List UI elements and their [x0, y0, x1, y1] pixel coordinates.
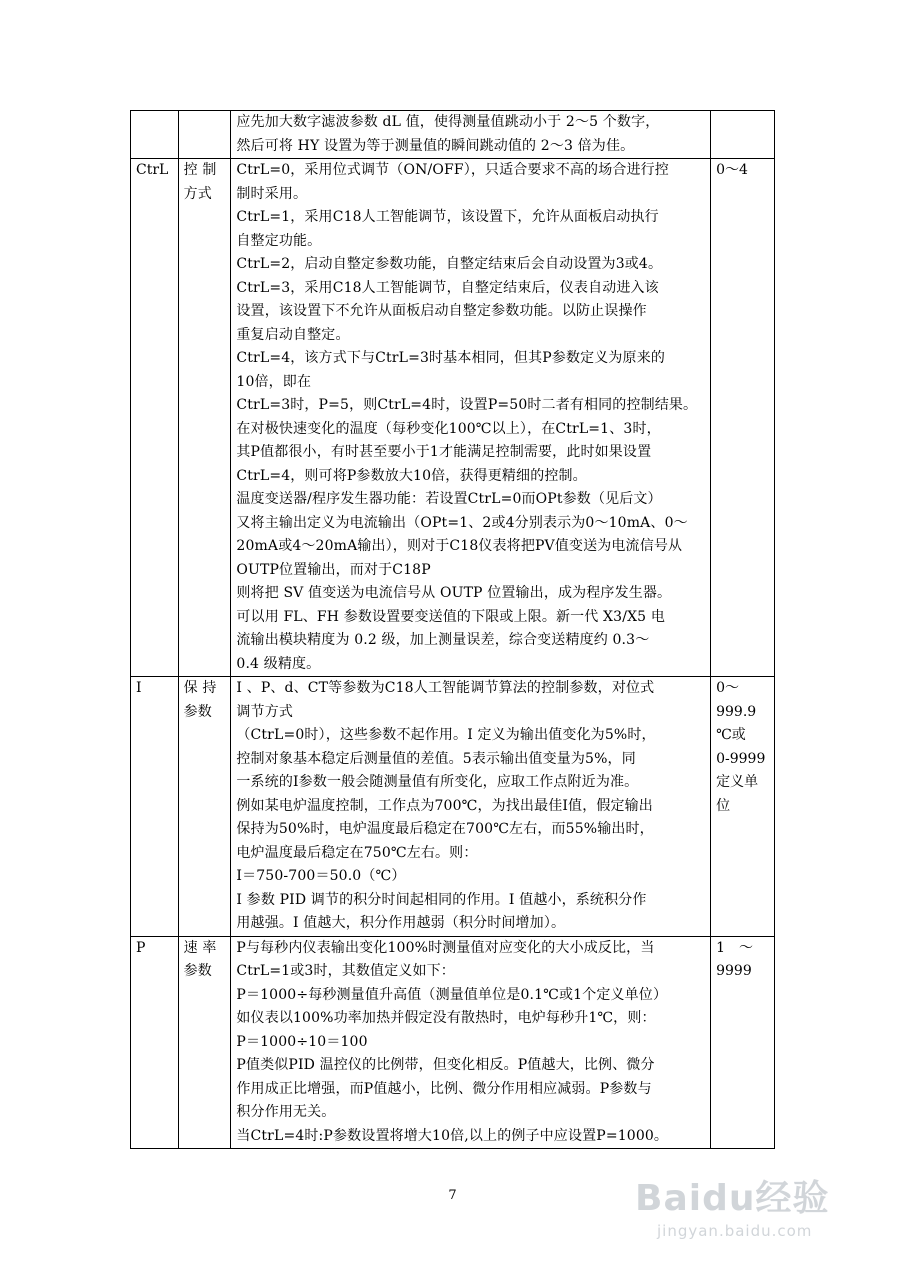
description-line: 温度变送器/程序发生器功能：若设置CtrL=0而OPt参数（见后文） — [236, 491, 662, 507]
param-code-cell: I — [131, 677, 179, 937]
description-line: 又将主输出定义为电流输出（OPt=1、2或4分别表示为0～10mA、0～ — [236, 514, 688, 531]
description-line: 可以用 FL、FH 参数设置要变送值的下限或上限。新一代 X3/X5 电 — [236, 608, 665, 625]
description-line: CtrL=4，则可将P参数放大10倍，获得更精细的控制。 — [236, 467, 587, 484]
description-line: 10倍，即在 — [236, 373, 312, 390]
param-range-cell — [711, 677, 775, 937]
param-name-cell — [178, 111, 231, 159]
description-line: 设置，该设置下不允许从面板启动自整定参数功能。以防止误操作 — [236, 303, 647, 319]
table-row — [131, 677, 775, 937]
description-line: 如仪表以100%功率加热并假定没有散热时，电炉每秒升1℃，则： — [236, 1010, 656, 1026]
description-line: 制时采用。 — [236, 185, 308, 202]
param-name-line: 速 率 — [183, 939, 217, 956]
param-description-cell — [231, 111, 711, 159]
description-line: 积分作用无关。 — [236, 1104, 336, 1120]
description-line: 调节方式 — [236, 703, 293, 720]
param-range-cell — [711, 111, 775, 159]
description-line: CtrL=3，采用C18人工智能调节，自整定结束后，仪表自动进入该 — [236, 279, 659, 296]
param-name-cell — [178, 936, 231, 1149]
range-line: 9999 — [716, 963, 752, 979]
parameter-table-body — [131, 111, 775, 1149]
description-line: P＝1000÷每秒测量值升高值（测量值单位是0.1℃或1个定义单位） — [236, 986, 668, 1003]
description-line: P值类似PID 温控仪的比例带，但变化相反。P值越大，比例、微分 — [236, 1057, 655, 1073]
description-line: CtrL=1或3时，其数值定义如下： — [236, 963, 455, 979]
description-line: CtrL=3时，P=5，则CtrL=4时，设置P=50时二者有相同的控制结果。 — [236, 397, 698, 413]
description-line: I 、P、d、CT等参数为C18人工智能调节算法的控制参数，对位式 — [236, 680, 655, 696]
param-name-line: 控 制 — [183, 162, 217, 178]
param-description-cell — [231, 677, 711, 937]
range-line: ℃或 — [716, 727, 746, 743]
range-line: 0～4 — [716, 162, 748, 178]
page-number: 7 — [448, 1188, 457, 1203]
description-line: 作用成正比增强，而P值越小，比例、微分作用相应减弱。P参数与 — [236, 1080, 652, 1097]
description-line: CtrL=0，采用位式调节（ON/OFF），只适合要求不高的场合进行控 — [236, 162, 669, 178]
param-description-cell — [231, 159, 711, 677]
description-line: OUTP位置输出，而对于C18P — [236, 561, 431, 578]
description-line: 然后可将 HY 设置为等于测量值的瞬间跳动值的 2～3 倍为佳。 — [236, 137, 635, 154]
description-line: 用越强。I 值越大，积分作用越弱（积分时间增加）。 — [236, 915, 566, 931]
description-line: 则将把 SV 值变送为电流信号从 OUTP 位置输出，成为程序发生器。 — [236, 585, 672, 601]
description-line: I 参数 PID 调节的积分时间起相同的作用。I 值越小，系统积分作 — [236, 891, 647, 908]
param-code-cell: P — [131, 936, 179, 1149]
description-line: 0.4 级精度。 — [236, 655, 321, 672]
description-line: 其P值都很小，有时甚至要小于1才能满足控制需要，此时如果设置 — [236, 444, 652, 460]
range-line: 位 — [716, 797, 731, 814]
description-line: 一系统的I参数一般会随测量值有所变化，应取工作点附近为准。 — [236, 774, 639, 790]
range-line: 0-9999 — [716, 750, 766, 767]
param-code-cell: CtrL — [131, 159, 179, 677]
param-code-cell — [131, 111, 179, 159]
description-line: CtrL=2，启动自整定参数功能，自整定结束后会自动设置为3或4。 — [236, 256, 663, 272]
description-line: （CtrL=0时），这些参数不起作用。I 定义为输出值变化为5%时， — [236, 727, 656, 743]
table-row — [131, 111, 775, 159]
range-line: 999.9 — [716, 703, 757, 720]
param-range-cell — [711, 159, 775, 677]
parameter-table — [130, 110, 775, 1149]
range-line: 定义单 — [716, 774, 759, 790]
description-line: I＝750-700＝50.0（℃） — [236, 868, 406, 884]
description-line: 流输出模块精度为 0.2 级，加上测量误差，综合变送精度约 0.3～ — [236, 632, 650, 648]
watermark-url: jingyan.baidu.com — [657, 1222, 813, 1240]
description-line: CtrL=1，采用C18人工智能调节，该设置下，允许从面板启动执行 — [236, 209, 659, 225]
description-line: 控制对象基本稳定后测量值的差值。5表示输出值变量为5%，同 — [236, 750, 636, 767]
param-range-cell — [711, 936, 775, 1149]
param-name-line: 方式 — [183, 185, 212, 202]
param-name-cell — [178, 159, 231, 677]
description-line: 当CtrL=4时:P参数设置将增大10倍,以上的例子中应设置P=1000。 — [236, 1127, 669, 1144]
description-line: 保持为50%时，电炉温度最后稳定在700℃左右，而55%输出时， — [236, 821, 654, 837]
watermark-brand: Baidu经验 — [635, 1178, 830, 1219]
param-name-line: 参数 — [183, 963, 212, 979]
description-line: 20mA或4～20mA输出），则对于C18仪表将把PV值变送为电流信号从 — [236, 538, 683, 554]
description-line: P与每秒内仪表输出变化100%时测量值对应变化的大小成反比，当 — [236, 939, 655, 956]
description-line: 自整定功能。 — [236, 232, 322, 249]
table-row — [131, 936, 775, 1149]
description-line: 电炉温度最后稳定在750℃左右。则： — [236, 844, 478, 861]
description-line: 应先加大数字滤波参数 dL 值，使得测量值跳动小于 2～5 个数字， — [236, 114, 660, 130]
description-line: 重复启动自整定。 — [236, 326, 350, 343]
description-line: CtrL=4，该方式下与CtrL=3时基本相同，但其P参数定义为原来的 — [236, 350, 665, 366]
param-name-line: 保 持 — [183, 680, 217, 696]
description-line: 在对极快速变化的温度（每秒变化100℃以上），在CtrL=1、3时， — [236, 420, 661, 437]
description-line: P＝1000÷10＝100 — [236, 1033, 368, 1050]
param-name-line: 参数 — [183, 703, 212, 720]
range-line: 1 ～ — [716, 939, 754, 956]
range-line: 0～ — [716, 680, 740, 696]
baidu-jingyan-watermark — [635, 1170, 855, 1260]
param-name-cell — [178, 677, 231, 937]
table-row — [131, 159, 775, 677]
param-description-cell — [231, 936, 711, 1149]
description-line: 例如某电炉温度控制，工作点为700℃，为找出最佳I值，假定输出 — [236, 797, 653, 814]
